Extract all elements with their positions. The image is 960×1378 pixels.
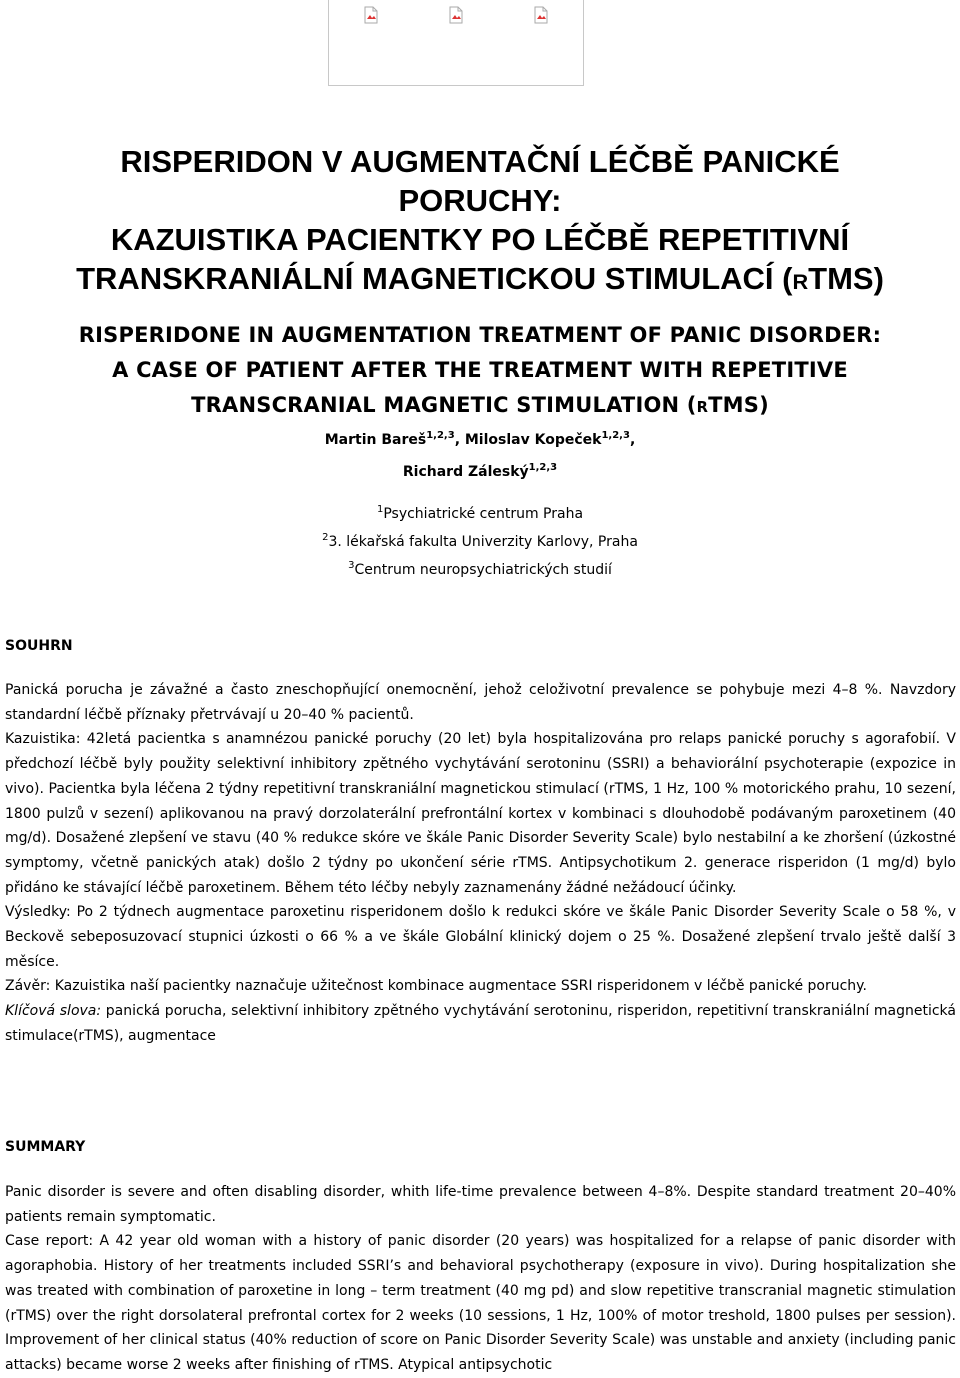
affiliation-number: 2 — [322, 532, 329, 543]
summary-heading: SUMMARY — [5, 1139, 86, 1155]
authors-line-2 — [0, 456, 960, 488]
title-en-tail: TMS) — [708, 393, 769, 417]
summary-paragraph: Case report: A 42 year old woman with a history of panic disorder (20 years) was hospitalized for a relapse of panic disorder with agoraphobia. History of her treatments included SSRI’s and behavioral psychotherapy (exposure in vivo). During hospitalization she was treated with combination of paroxetine in long – term treatment (40 mg pd) and slow repetitive transcranial magnetic stimulation (rTMS) over the right dorsolateral prefrontal cortex for 2 weeks (10 sessions, 1 Hz, 100% of motor treshold, 1800 pulses per session). Improvement of her clinical status (40% reduction of score on Panic Disorder Severity Scale) was unstable and anxiety (including panic attacks) became worse 2 weeks after finishing of rTMS. Atypical antipsychotic — [5, 1233, 956, 1373]
affiliation-text: Psychiatrické centrum Praha — [383, 506, 584, 522]
image-placeholder-icon — [364, 6, 378, 24]
souhrn-body — [5, 678, 956, 1049]
keywords-label: Klíčová slova: — [5, 1003, 102, 1020]
affiliation-item — [0, 556, 960, 584]
summary-paragraph: Panic disorder is severe and often disabling disorder, whith life-time prevalence between 4–8%. Despite standard treatment 20–40% patients remain symptomatic. — [5, 1184, 956, 1225]
keywords-paragraph — [5, 999, 956, 1048]
title-cz-tail: TMS) — [808, 261, 884, 296]
logo-strip — [328, 0, 584, 86]
affiliation-number: 1 — [376, 504, 384, 515]
authors — [0, 424, 960, 488]
title-cz-small-r: R — [792, 269, 809, 294]
affiliation-item — [0, 500, 960, 528]
affiliation-text: 3. lékařská fakulta Univerzity Karlovy, Praha — [328, 534, 638, 550]
author-name: Richard Záleský — [402, 464, 529, 480]
affiliations — [0, 500, 960, 584]
souhrn-paragraph: Výsledky: Po 2 týdnech augmentace paroxetinu risperidonem došlo k redukci skóre ve škále Panic Disorder Severity Scale o 58 %, v Beckově sebeposuzovací stupnici úzkosti o 66 % a ve škále Globální klinický dojem o 25 %. Dosažené zlepšení trvalo ještě další 3 měsíce. — [5, 904, 956, 970]
title-en-line: RISPERIDONE IN AUGMENTATION TREATMENT OF PANIC DISORDER: — [78, 323, 882, 347]
title-en-line — [0, 388, 960, 425]
author-sep: , — [629, 432, 636, 448]
keywords-text: panická porucha, selektivní inhibitory zpětného vychytávání serotoninu, risperidon, repetitivní transkraniální magnetická stimulace(rTMS), augmentace — [5, 1003, 956, 1044]
image-placeholder-icon — [449, 6, 463, 24]
author-affil-sup: 1,2,3 — [601, 430, 630, 441]
title-cz-line: KAZUISTIKA PACIENTKY PO LÉČBĚ REPETITIVNÍ — [110, 222, 850, 257]
souhrn-paragraph: Panická porucha je závažné a často zneschopňující onemocnění, jehož celoživotní prevalence se pohybuje mezi 4–8 %. Navzdory standardní léčbě příznaky přetrvávají u 20–40 % pacientů. — [5, 682, 956, 723]
souhrn-paragraph: Závěr: Kazuistika naší pacientky naznačuje užitečnost kombinace augmentace SSRI risperidonem v léčbě panické poruchy. — [5, 978, 867, 995]
title-en-small-r: R — [696, 399, 709, 416]
title-cz-line — [0, 259, 960, 301]
title-cz-text: TRANSKRANIÁLNÍ MAGNETICKOU STIMULACÍ ( — [76, 261, 793, 296]
title-cz-line: RISPERIDON V AUGMENTAČNÍ LÉČBĚ PANICKÉ — [120, 144, 840, 179]
author-affil-sup: 1,2,3 — [528, 462, 558, 473]
title-czech — [0, 142, 960, 301]
author-affil-sup: 1,2,3 — [426, 430, 455, 441]
author-name: , Miloslav Kopeček — [454, 432, 602, 448]
image-placeholder-icon — [534, 6, 548, 24]
title-en-text: TRANSCRANIAL MAGNETIC STIMULATION ( — [191, 393, 697, 417]
souhrn-heading: SOUHRN — [5, 638, 73, 654]
affiliation-item — [0, 528, 960, 556]
souhrn-paragraph: Kazuistika: 42letá pacientka s anamnézou panické poruchy (20 let) byla hospitalizována pro relaps panické poruchy s agorafobií. V předchozí léčbě byly použity selektivní inhibitory zpětného vychytávání serotoninu (SSRI) a behaviorální psychoterapie (expozice in vivo). Pacientka byla léčena 2 týdny repetitivní transkraniální magnetickou stimulací (rTMS, 1 Hz, 100 % motorického prahu, 10 sezení, 1800 pulzů v sezení) aplikovanou na pravý dorzolaterální prefrontální kortex v kombinaci s dlouhodobě podávaným paroxetinem (40 mg/d). Dosažené zlepšení ve stavu (40 % redukce skóre ve škále Panic Disorder Severity Scale) bylo nestabilní a ke zhoršení (úzkostné symptomy, včetně panických atak) došlo 2 týdny po ukončení série rTMS. Antipsychotikum 2. generace risperidon (1 mg/d) bylo přidáno ke stávající léčbě paroxetinem. Během této léčby nebyly zaznamenány žádné nežádoucí účinky. — [5, 731, 956, 896]
title-cz-line: PORUCHY: — [398, 183, 562, 218]
affiliation-number: 3 — [348, 560, 355, 571]
title-english — [0, 318, 960, 425]
summary-body — [5, 1180, 956, 1378]
title-en-line: A CASE OF PATIENT AFTER THE TREATMENT WITH REPETITIVE — [112, 358, 848, 382]
author-name: Martin Bareš — [324, 432, 427, 448]
affiliation-text: Centrum neuropsychiatrických studií — [354, 562, 612, 578]
authors-line-1 — [0, 424, 960, 456]
